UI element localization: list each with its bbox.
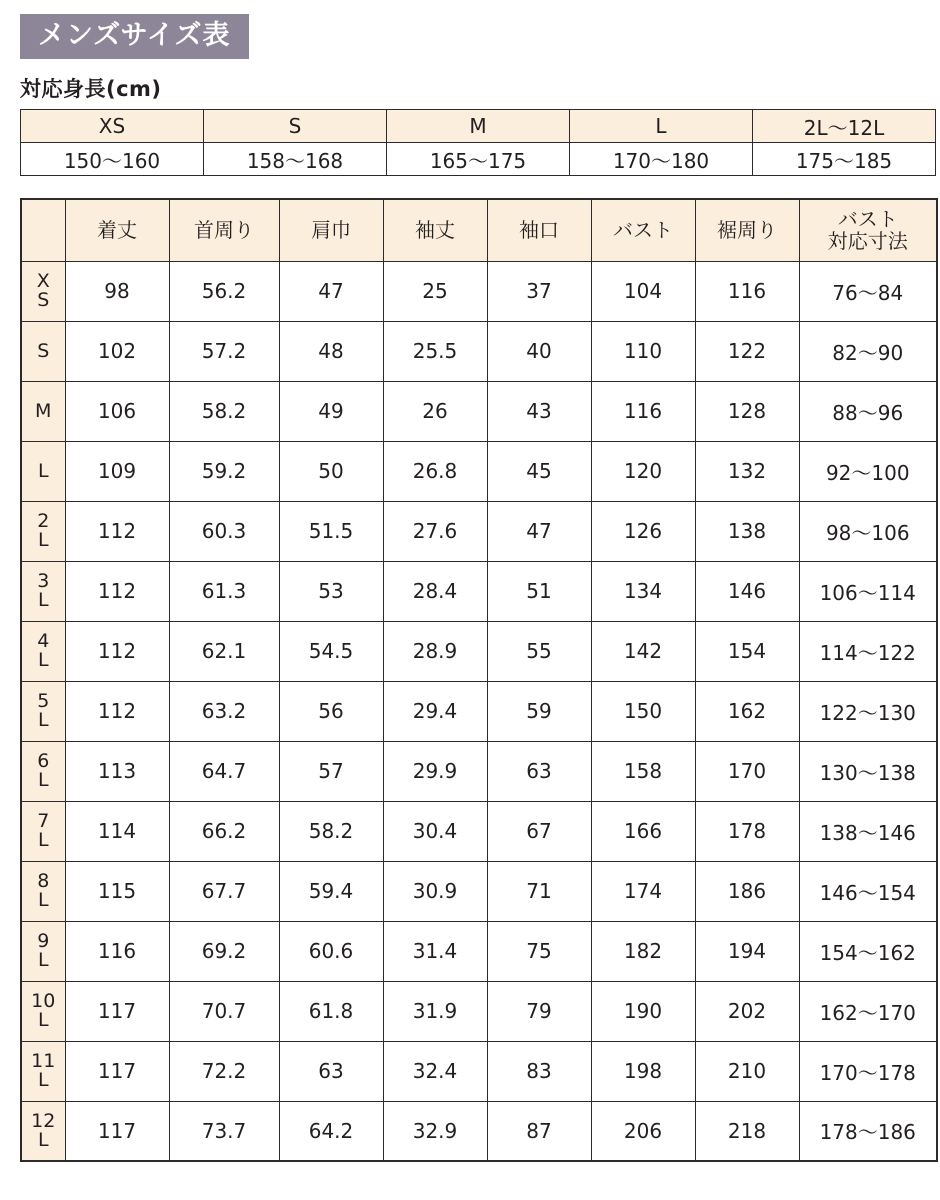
cell-9-4: 67 xyxy=(487,801,591,861)
cell-5-4: 51 xyxy=(487,561,591,621)
cell-10-6: 186 xyxy=(695,861,799,921)
height-range-s: 158〜168 xyxy=(204,143,387,176)
cell-9-5: 166 xyxy=(591,801,695,861)
cell-1-7: 82〜90 xyxy=(799,321,937,381)
row-size-line1: 11 xyxy=(31,1050,56,1072)
cell-3-6: 132 xyxy=(695,441,799,501)
cell-13-6: 210 xyxy=(695,1041,799,1101)
cell-2-2: 49 xyxy=(279,381,383,441)
row-size-line2: S xyxy=(37,289,50,311)
cell-6-7: 114〜122 xyxy=(799,621,937,681)
cell-6-3: 28.9 xyxy=(383,621,487,681)
cell-0-0: 98 xyxy=(65,261,169,321)
cell-3-4: 45 xyxy=(487,441,591,501)
cell-5-3: 28.4 xyxy=(383,561,487,621)
cell-11-3: 31.4 xyxy=(383,921,487,981)
cell-12-0: 117 xyxy=(65,981,169,1041)
cell-14-6: 218 xyxy=(695,1101,799,1161)
cell-4-1: 60.3 xyxy=(169,501,279,561)
height-size-xs: XS xyxy=(21,110,204,143)
col-header-sodeguchi: 袖口 xyxy=(487,199,591,261)
height-range-l: 170〜180 xyxy=(570,143,753,176)
col-header-bust-line2: 対応寸法 xyxy=(827,229,908,254)
row-size-line2: L xyxy=(37,529,49,551)
table-row xyxy=(21,441,937,501)
row-size-line2: L xyxy=(37,1128,49,1151)
row-size-line1: 9 xyxy=(37,930,50,952)
table-row xyxy=(21,621,937,681)
height-range-xs: 150〜160 xyxy=(21,143,204,176)
cell-5-5: 134 xyxy=(591,561,695,621)
cell-13-0: 117 xyxy=(65,1041,169,1101)
cell-1-0: 102 xyxy=(65,321,169,381)
row-size-label xyxy=(21,981,65,1041)
cell-0-3: 25 xyxy=(383,261,487,321)
cell-3-5: 120 xyxy=(591,441,695,501)
cell-4-2: 51.5 xyxy=(279,501,383,561)
cell-1-2: 48 xyxy=(279,321,383,381)
cell-13-5: 198 xyxy=(591,1041,695,1101)
measurement-section xyxy=(20,198,928,1162)
cell-2-6: 128 xyxy=(695,381,799,441)
cell-0-6: 116 xyxy=(695,261,799,321)
row-size-line2: L xyxy=(37,709,49,731)
row-size-label xyxy=(21,861,65,921)
height-size-s: S xyxy=(204,110,387,143)
cell-5-6: 146 xyxy=(695,561,799,621)
cell-9-3: 30.4 xyxy=(383,801,487,861)
cell-6-6: 154 xyxy=(695,621,799,681)
col-header-susomawari: 裾周り xyxy=(695,199,799,261)
cell-8-0: 113 xyxy=(65,741,169,801)
cell-7-7: 122〜130 xyxy=(799,681,937,741)
row-size-label xyxy=(21,921,65,981)
cell-5-0: 112 xyxy=(65,561,169,621)
cell-4-0: 112 xyxy=(65,501,169,561)
row-size-line1: 4 xyxy=(37,630,50,652)
cell-4-4: 47 xyxy=(487,501,591,561)
cell-7-4: 59 xyxy=(487,681,591,741)
cell-11-5: 182 xyxy=(591,921,695,981)
measurement-body xyxy=(21,261,937,1161)
row-size-label xyxy=(21,441,65,501)
cell-3-2: 50 xyxy=(279,441,383,501)
row-size-label xyxy=(21,381,65,441)
table-row xyxy=(21,981,937,1041)
table-row xyxy=(21,1041,937,1101)
table-row xyxy=(21,261,937,321)
cell-10-1: 67.7 xyxy=(169,861,279,921)
cell-10-2: 59.4 xyxy=(279,861,383,921)
cell-13-3: 32.4 xyxy=(383,1041,487,1101)
col-header-bust-line1: バスト xyxy=(837,206,898,231)
cell-11-2: 60.6 xyxy=(279,921,383,981)
row-size-line1: L xyxy=(37,459,49,482)
cell-12-5: 190 xyxy=(591,981,695,1041)
row-size-line1: 10 xyxy=(31,990,56,1012)
cell-0-1: 56.2 xyxy=(169,261,279,321)
cell-2-0: 106 xyxy=(65,381,169,441)
cell-0-2: 47 xyxy=(279,261,383,321)
cell-0-7: 76〜84 xyxy=(799,261,937,321)
cell-2-1: 58.2 xyxy=(169,381,279,441)
cell-13-4: 83 xyxy=(487,1041,591,1101)
row-size-line1: X xyxy=(36,270,50,292)
row-size-line2: L xyxy=(37,769,49,791)
cell-11-7: 154〜162 xyxy=(799,921,937,981)
height-size-m: M xyxy=(387,110,570,143)
row-size-label xyxy=(21,1101,65,1161)
cell-1-1: 57.2 xyxy=(169,321,279,381)
cell-10-4: 71 xyxy=(487,861,591,921)
cell-9-6: 178 xyxy=(695,801,799,861)
cell-5-7: 106〜114 xyxy=(799,561,937,621)
cell-7-0: 112 xyxy=(65,681,169,741)
cell-12-6: 202 xyxy=(695,981,799,1041)
height-range-m: 165〜175 xyxy=(387,143,570,176)
cell-12-7: 162〜170 xyxy=(799,981,937,1041)
cell-11-1: 69.2 xyxy=(169,921,279,981)
cell-2-4: 43 xyxy=(487,381,591,441)
cell-1-4: 40 xyxy=(487,321,591,381)
cell-10-0: 115 xyxy=(65,861,169,921)
cell-5-1: 61.3 xyxy=(169,561,279,621)
height-size-2l-12l: 2L〜12L xyxy=(753,110,936,143)
row-size-label xyxy=(21,321,65,381)
cell-11-4: 75 xyxy=(487,921,591,981)
cell-7-3: 29.4 xyxy=(383,681,487,741)
cell-8-5: 158 xyxy=(591,741,695,801)
row-size-label xyxy=(21,561,65,621)
cell-13-7: 170〜178 xyxy=(799,1041,937,1101)
cell-10-7: 146〜154 xyxy=(799,861,937,921)
height-range-2l-12l: 175〜185 xyxy=(753,143,936,176)
row-size-line2: L xyxy=(37,1069,49,1091)
row-size-line1: 6 xyxy=(37,750,50,772)
row-size-label xyxy=(21,741,65,801)
cell-4-6: 138 xyxy=(695,501,799,561)
cell-12-2: 61.8 xyxy=(279,981,383,1041)
height-table-header-row xyxy=(21,110,936,143)
cell-3-7: 92〜100 xyxy=(799,441,937,501)
cell-8-4: 63 xyxy=(487,741,591,801)
page-title: メンズサイズ表 xyxy=(20,14,249,59)
cell-13-1: 72.2 xyxy=(169,1041,279,1101)
table-row xyxy=(21,801,937,861)
row-size-label xyxy=(21,681,65,741)
cell-6-2: 54.5 xyxy=(279,621,383,681)
cell-12-3: 31.9 xyxy=(383,981,487,1041)
table-row xyxy=(21,321,937,381)
cell-6-1: 62.1 xyxy=(169,621,279,681)
row-size-line2: L xyxy=(37,649,49,671)
cell-14-5: 206 xyxy=(591,1101,695,1161)
row-size-line2: L xyxy=(37,589,49,611)
cell-3-1: 59.2 xyxy=(169,441,279,501)
row-size-line1: 7 xyxy=(37,810,50,832)
height-table-value-row xyxy=(21,143,936,176)
cell-10-3: 30.9 xyxy=(383,861,487,921)
row-size-line2: L xyxy=(37,949,49,971)
cell-2-7: 88〜96 xyxy=(799,381,937,441)
row-size-line1: 3 xyxy=(37,570,50,592)
cell-11-0: 116 xyxy=(65,921,169,981)
cell-3-3: 26.8 xyxy=(383,441,487,501)
row-size-line1: 12 xyxy=(31,1109,56,1132)
cell-9-2: 58.2 xyxy=(279,801,383,861)
cell-7-1: 63.2 xyxy=(169,681,279,741)
cell-4-7: 98〜106 xyxy=(799,501,937,561)
table-row xyxy=(21,921,937,981)
height-size-l: L xyxy=(570,110,753,143)
table-row xyxy=(21,501,937,561)
cell-8-3: 29.9 xyxy=(383,741,487,801)
measurement-header-row xyxy=(21,199,937,261)
cell-9-1: 66.2 xyxy=(169,801,279,861)
measurement-table xyxy=(20,198,938,1162)
row-size-line1: S xyxy=(37,339,50,362)
height-section-label: 対応身長(cm) xyxy=(20,77,162,101)
row-size-line1: 2 xyxy=(37,510,50,532)
table-row xyxy=(21,381,937,441)
cell-14-7: 178〜186 xyxy=(799,1101,937,1161)
cell-4-3: 27.6 xyxy=(383,501,487,561)
cell-10-5: 174 xyxy=(591,861,695,921)
cell-0-5: 104 xyxy=(591,261,695,321)
row-size-line1: 5 xyxy=(37,690,50,712)
row-size-line2: L xyxy=(37,1009,49,1031)
cell-8-6: 170 xyxy=(695,741,799,801)
cell-14-4: 87 xyxy=(487,1101,591,1161)
cell-7-5: 150 xyxy=(591,681,695,741)
cell-7-2: 56 xyxy=(279,681,383,741)
col-header-kubimawari: 首周り xyxy=(169,199,279,261)
table-row xyxy=(21,681,937,741)
col-header-kitake: 着丈 xyxy=(65,199,169,261)
cell-12-1: 70.7 xyxy=(169,981,279,1041)
cell-6-4: 55 xyxy=(487,621,591,681)
row-size-label xyxy=(21,621,65,681)
cell-0-4: 37 xyxy=(487,261,591,321)
col-header-bust-taio-sunpo xyxy=(799,199,937,261)
cell-2-5: 116 xyxy=(591,381,695,441)
table-row xyxy=(21,861,937,921)
table-row xyxy=(21,741,937,801)
row-size-label xyxy=(21,501,65,561)
height-table xyxy=(20,109,936,176)
row-size-label xyxy=(21,1041,65,1101)
col-header-katahaba: 肩巾 xyxy=(279,199,383,261)
cell-12-4: 79 xyxy=(487,981,591,1041)
table-row xyxy=(21,1101,937,1161)
cell-8-7: 130〜138 xyxy=(799,741,937,801)
cell-11-6: 194 xyxy=(695,921,799,981)
measurement-corner-cell xyxy=(21,199,65,261)
cell-7-6: 162 xyxy=(695,681,799,741)
cell-1-3: 25.5 xyxy=(383,321,487,381)
cell-14-1: 73.7 xyxy=(169,1101,279,1161)
row-size-label xyxy=(21,261,65,321)
row-size-line2: L xyxy=(37,889,49,911)
cell-6-0: 112 xyxy=(65,621,169,681)
cell-1-5: 110 xyxy=(591,321,695,381)
cell-1-6: 122 xyxy=(695,321,799,381)
row-size-line2: L xyxy=(37,829,49,851)
cell-6-5: 142 xyxy=(591,621,695,681)
row-size-label xyxy=(21,801,65,861)
cell-14-2: 64.2 xyxy=(279,1101,383,1161)
cell-8-1: 64.7 xyxy=(169,741,279,801)
cell-9-7: 138〜146 xyxy=(799,801,937,861)
cell-9-0: 114 xyxy=(65,801,169,861)
cell-13-2: 63 xyxy=(279,1041,383,1101)
cell-8-2: 57 xyxy=(279,741,383,801)
col-header-bust: バスト xyxy=(591,199,695,261)
table-row xyxy=(21,561,937,621)
cell-4-5: 126 xyxy=(591,501,695,561)
cell-14-3: 32.9 xyxy=(383,1101,487,1161)
cell-14-0: 117 xyxy=(65,1101,169,1161)
cell-3-0: 109 xyxy=(65,441,169,501)
cell-2-3: 26 xyxy=(383,381,487,441)
col-header-sodetake: 袖丈 xyxy=(383,199,487,261)
row-size-line1: M xyxy=(35,399,52,422)
row-size-line1: 8 xyxy=(37,870,50,892)
cell-5-2: 53 xyxy=(279,561,383,621)
